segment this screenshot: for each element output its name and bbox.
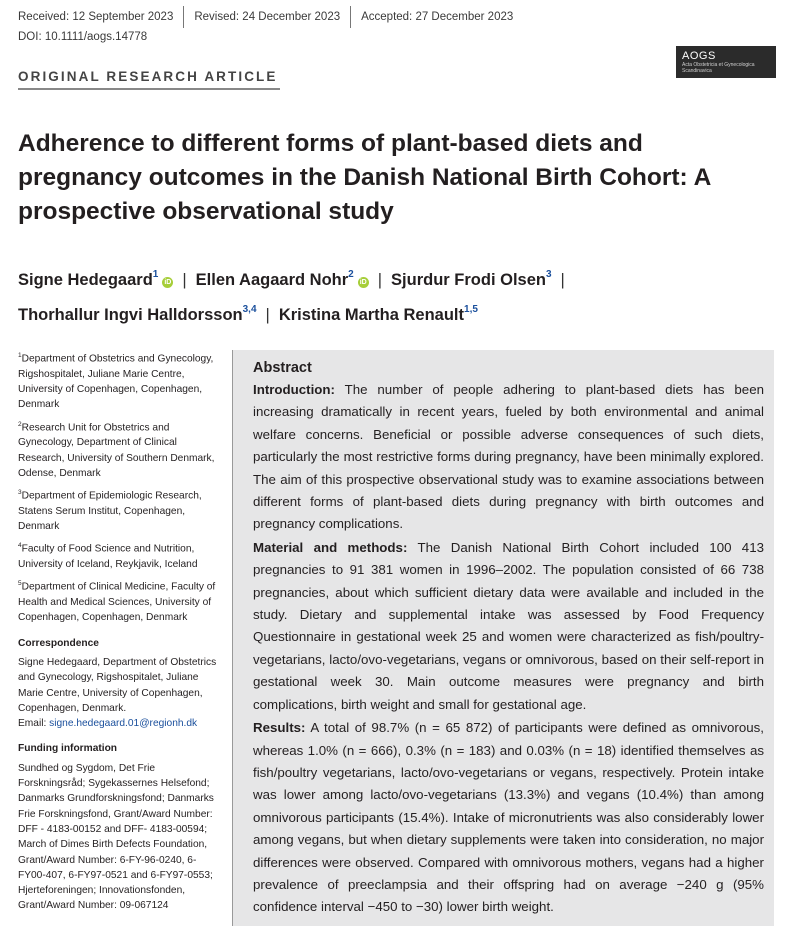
funding-heading: Funding information bbox=[18, 743, 118, 755]
abstract-results bbox=[253, 717, 764, 919]
date-divider bbox=[350, 6, 351, 28]
author-affiliation-ref: 3,4 bbox=[242, 304, 257, 315]
article-dates bbox=[18, 8, 513, 25]
abstract-left-rule bbox=[232, 350, 233, 926]
article-type: ORIGINAL RESEARCH ARTICLE bbox=[18, 69, 278, 84]
author bbox=[18, 271, 173, 289]
author-name: Ellen Aagaard Nohr bbox=[195, 271, 349, 289]
affiliations-column bbox=[18, 348, 218, 918]
received-date: Received: 12 September 2023 bbox=[18, 10, 174, 23]
email-label: Email: bbox=[18, 718, 50, 730]
author bbox=[196, 271, 369, 289]
author-name: Signe Hedegaard bbox=[18, 271, 153, 289]
affiliation-number: 4 bbox=[18, 542, 22, 550]
affiliation bbox=[18, 538, 218, 572]
correspondence-email-link[interactable]: signe.hedegaard.01@regionh.dk bbox=[49, 718, 198, 730]
affiliation-number: 3 bbox=[18, 489, 22, 497]
abstract-methods bbox=[253, 537, 764, 716]
section-label: Results: bbox=[253, 720, 306, 736]
article-type-rule bbox=[18, 88, 280, 90]
correspondence-text bbox=[18, 655, 218, 731]
orcid-icon[interactable]: iD bbox=[164, 279, 172, 286]
correspondence-address: Signe Hedegaard, Department of Obstetrics and Gynecology, Rigshospitalet, Juliane Marie Centre, University of Copenhagen, Copenhagen, Denmark. bbox=[18, 657, 217, 714]
section-text: The Danish National Birth Cohort included 100 413 pregnancies to 91 381 women in 1996–2002. The population consisted of 66 738 pregnancies, about which sufficient dietary data were available and included in the study. Dietary and supplemental intake was assessed by Food Frequency Questionnaire in gestational week 25 and women were characterized as fish/poultry-vegetarians, lacto/ovo-vegetarians, vegans or omnivorous, based on their self-report in gestational week 30. Main outcome measures were pregnancy and birth complications, birth weight and small for gestational age. bbox=[253, 539, 764, 712]
affiliation bbox=[18, 348, 218, 413]
correspondence-heading: Correspondence bbox=[18, 637, 99, 649]
author-affiliation-ref: 2 bbox=[348, 269, 354, 280]
affiliation-text: Faculty of Food Science and Nutrition, University of Iceland, Reykjavik, Iceland bbox=[18, 543, 198, 571]
affiliation bbox=[18, 417, 218, 482]
author bbox=[279, 306, 478, 324]
revised-date: Revised: 24 December 2023 bbox=[194, 10, 341, 23]
author bbox=[18, 306, 257, 324]
author-affiliation-ref: 3 bbox=[545, 269, 552, 280]
affiliation-text: Department of Obstetrics and Gynecology, Rigshospitalet, Juliane Marie Centre, University of Copenhagen, Copenhagen, Denmark bbox=[18, 353, 214, 411]
journal-logo-name: AOGS bbox=[682, 50, 716, 62]
section-text: A total of 98.7% (n = 65 872) of participants were defined as omnivorous, whereas 1.0% (n = 666), 0.3% (n = 183) and 0.03% (n = 18) identified themselves as fish/poultry vegetarians, lacto/ovo-vegetarians or vegans, respectively. Protein intake was lower among lacto/ovo-vegetarians (13.3%) and vegans (10.4%) than among omnivorous participants (15.4%). Intake of micronutrients was also considerably lower among vegans, but when dietary supplements were taken into consideration, no major differences were observed. Compared with omnivorous mothers, vegans had a higher prevalence of preeclampsia and their offspring had on average −240 g (95% confidence interval −450 to −30) lower birth weight. bbox=[253, 720, 764, 915]
abstract-heading: Abstract bbox=[253, 360, 312, 376]
funding-text: Sundhed og Sygdom, Det Frie Forskningsråd; Sygekassernes Helsefond; Danmarks Grundforskningsfond; Danmarks Frie Forskningsfond, Grant/Award Number: DFF - 4183-00152 and DFF- 4183-00594; March of Dimes Birth Defects Foundation, Grant/Award Number: 6-FY-96-0240, 6-FY00-407, 6-FY97-0521 and 6-FY97-0553; Hjerteforeningen; Innovationsfonden, Grant/Award Number: 09-067124 bbox=[18, 762, 214, 912]
affiliation bbox=[18, 485, 218, 534]
affiliation-text: Department of Epidemiologic Research, Statens Serum Institut, Copenhagen, Denmark bbox=[18, 490, 202, 533]
author-affiliation-ref: 1 bbox=[152, 269, 159, 280]
doi: DOI: 10.1111/aogs.14778 bbox=[18, 31, 148, 43]
affiliation-number: 5 bbox=[18, 580, 22, 588]
affiliation bbox=[18, 576, 218, 625]
author-name: Thorhallur Ingvi Halldorsson bbox=[18, 306, 243, 324]
author-separator: | bbox=[377, 271, 383, 289]
section-label: Material and methods: bbox=[253, 539, 408, 555]
author-affiliation-ref: 1,5 bbox=[464, 304, 478, 315]
article-title: Adherence to different forms of plant-based diets and pregnancy outcomes in the Danish National Birth Cohort: A prospective observational study bbox=[18, 130, 711, 225]
section-label: Introduction: bbox=[253, 382, 335, 397]
journal-logo-subtitle: Acta Obstetricia et Gynecologica Scandinavica bbox=[682, 62, 755, 74]
author-name: Kristina Martha Renault bbox=[278, 306, 465, 324]
author-separator: | bbox=[265, 306, 270, 324]
affiliation-text: Research Unit for Obstetrics and Gynecology, Department of Clinical Research, University of Southern Denmark, Odense, Denmark bbox=[18, 421, 215, 479]
accepted-date: Accepted: 27 December 2023 bbox=[361, 10, 514, 23]
affiliation-text: Department of Clinical Medicine, Faculty of Health and Medical Sciences, University of Copenhagen, Copenhagen, Denmark bbox=[18, 581, 216, 624]
author-list bbox=[18, 260, 718, 330]
author bbox=[391, 271, 552, 289]
affiliation-number: 2 bbox=[18, 420, 22, 428]
journal-logo bbox=[676, 46, 776, 78]
author-name: Sjurdur Frodi Olsen bbox=[391, 271, 546, 289]
affiliation-number: 1 bbox=[18, 352, 22, 359]
author-separator: | bbox=[182, 271, 187, 289]
section-text: The number of people adhering to plant-based diets has been increasing dramatically in recent years, fueled by both environmental and animal welfare concerns. Beneficial or possible adverse consequences of such diets, particularly the most restrictive forms during pregnancy, have been minimally explored. The aim of this prospective observational study was to examine associations between different forms of plant-based diets during pregnancy with birth outcomes and pregnancy complications. bbox=[253, 382, 764, 532]
orcid-icon[interactable]: iD bbox=[359, 279, 367, 286]
abstract-box bbox=[232, 350, 774, 926]
abstract-introduction bbox=[253, 379, 764, 536]
date-divider bbox=[183, 6, 184, 28]
author-separator: | bbox=[560, 271, 565, 289]
